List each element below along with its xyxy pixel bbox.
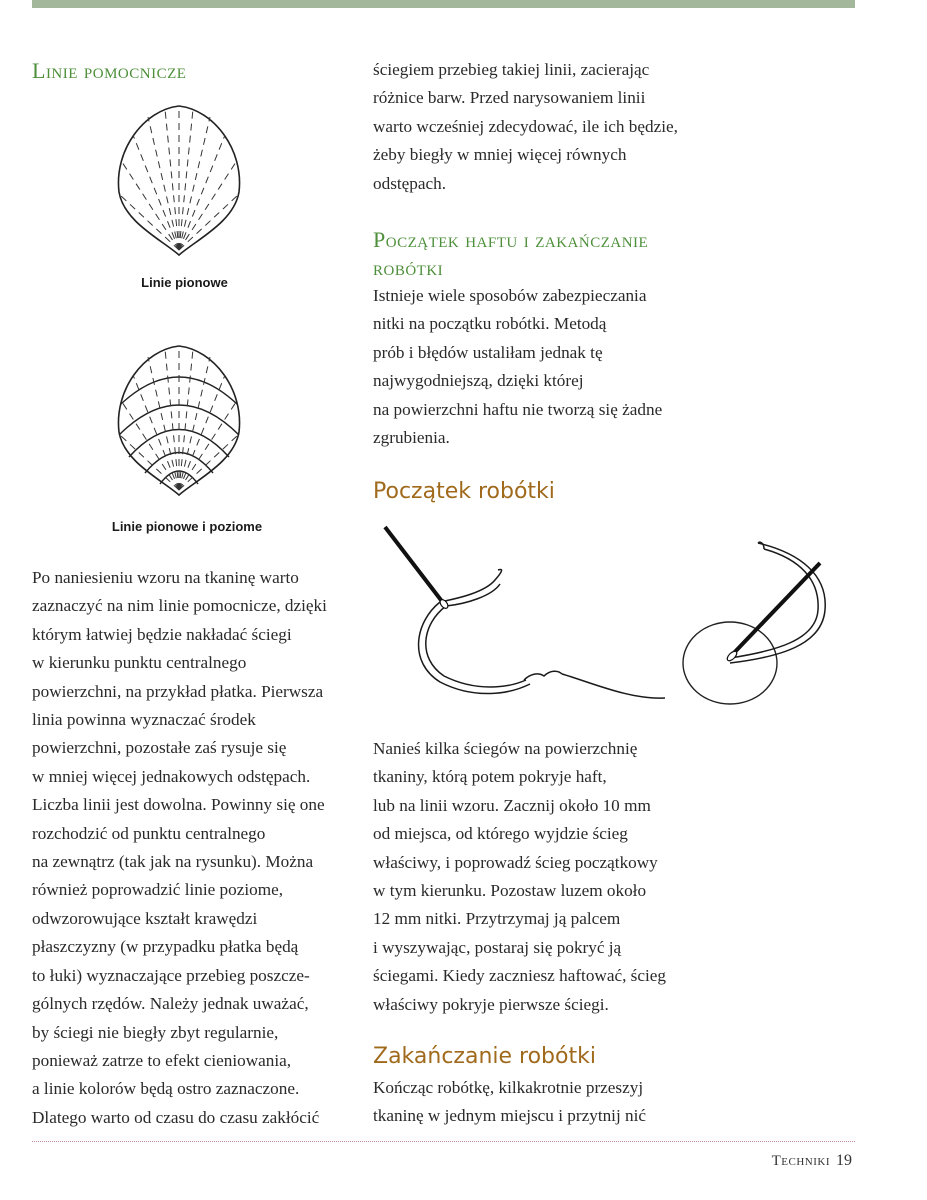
top-decorative-bar [32,0,855,8]
page-number: 19 [836,1152,852,1169]
footer-divider [32,1141,855,1142]
paragraph-helper-lines: Po naniesieniu wzoru na tkaninę warto zaznaczyć na nim linie pomocnicze, dzięki którym łatwiej będzie nakładać ściegi w kierunku punktu centralnego powierzchni, na przykład płatka. Pierwsza linia powinna wyznaczać środek powierzchni, pozostałe zaś rysuje się w mniej więcej jednakowych odstępach. Liczba linii jest dowolna. Powinny się one rozchodzić od punktu centralnego na zewnątrz (tak jak na rysunku). Można również poprowadzić linie poziome, odwzorowujące kształt krawędzi płaszczyzny (w przypadku płatka będą to łuki) wyznaczające przebieg poszcze- gólnych rzędów. Należy jednak uważać, by ściegi nie biegły zbyt regularnie, ponieważ zatrze to efekt cieniowania, a linie kolorów będą ostro zaznaczone. Dlatego warto od czasu do czasu zakłócić [32,568,327,1127]
paragraph-finishing-instructions: Kończąc robótkę, kilkakrotnie przeszyj tkaninę w jednym miejscu i przytnij nić [373,1078,647,1126]
caption-linie-pionowe-i-poziome: Linie pionowe i poziome [111,519,263,534]
petal-vertical-lines-illustration [112,100,247,260]
needle-on-fabric-illustration [680,535,850,715]
heading-linie-pomocnicze: Linie pomocnicze [32,58,187,83]
heading-poczatek-haftu-line2: robótki [373,255,444,280]
footer-section-name: Techniki [771,1153,830,1169]
heading-zakanczanie-robotki: Zakańczanie robótki [373,1044,596,1069]
petal-vertical-horizontal-lines-illustration [112,340,247,500]
caption-linie-pionowe: Linie pionowe [141,275,228,290]
paragraph-continuation: ściegiem przebieg takiej linii, zacierając różnice barw. Przed narysowaniem linii warto wcześniej zdecydować, ile ich będzie, żeby biegły w mniej więcej równych odstępach. [373,60,678,193]
page-footer [772,1152,852,1170]
paragraph-securing-thread: Istnieje wiele sposobów zabezpieczania nitki na początku robótki. Metodą prób i błędów ustaliłam jednak tę najwygodniejszą, dzięki której na powierzchni haftu nie tworzą się żadne zgrubienia. [373,286,663,448]
heading-poczatek-haftu-line1: Początek haftu i zakańczanie [373,227,649,252]
paragraph-starting-instructions: Nanieś kilka ściegów na powierzchnię tkaniny, którą potem pokryje haft, lub na linii wzoru. Zacznij około 10 mm od miejsca, od którego wyjdzie ścieg właściwy, i poprowadź ścieg początkowy w tym kierunku. Pozostaw luzem około 12 mm nitki. Przytrzymaj ją palcem i wyszywając, postaraj się pokryć ją ściegami. Kiedy zaczniesz haftować, ścieg właściwy pokryje pierwsze ściegi. [373,739,667,1014]
needle-starting-stitch-illustration [380,522,670,707]
heading-poczatek-robotki: Początek robótki [373,479,555,504]
